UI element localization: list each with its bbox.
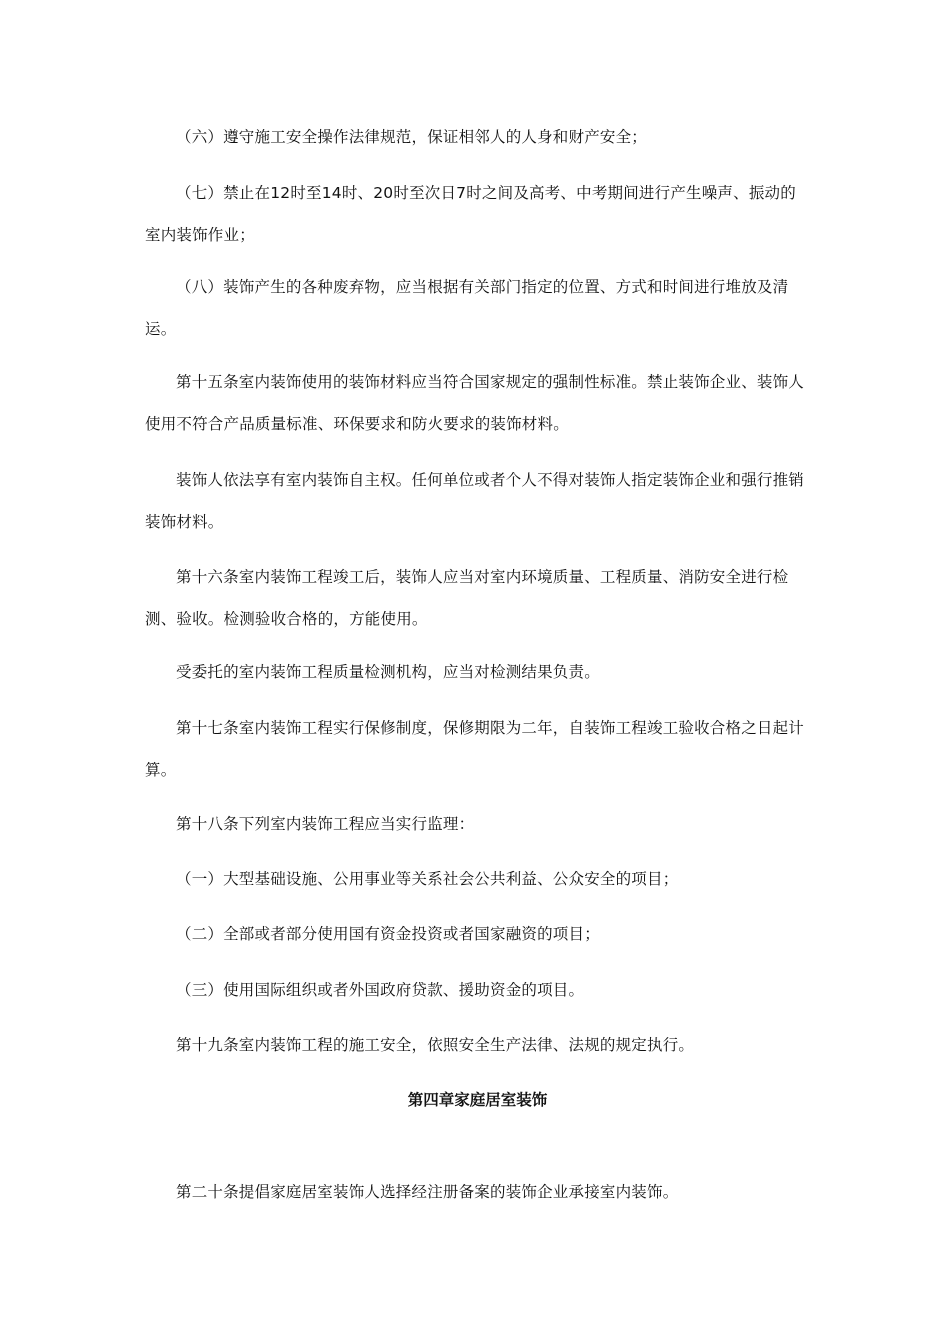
paragraph-item-8: （八）装饰产生的各种废弃物，应当根据有关部门指定的位置、方式和时间进行堆放及清运。 — [145, 278, 789, 338]
paragraph-decoration-autonomy: 装饰人依法享有室内装饰自主权。任何单位或者个人不得对装饰人指定装饰企业和强行推销装饰材料。 — [145, 471, 805, 531]
paragraph-article-17: 第十七条室内装饰工程实行保修制度，保修期限为二年，自装饰工程竣工验收合格之日起计算。 — [145, 719, 805, 779]
paragraph-article-19: 第十九条室内装饰工程的施工安全，依照安全生产法律、法规的规定执行。 — [176, 1036, 695, 1054]
chapter-heading: 第四章家庭居室装饰 — [407, 1091, 548, 1109]
paragraph-item-3: （三）使用国际组织或者外国政府贷款、援助资金的项目。 — [176, 981, 585, 999]
paragraph-item-1: （一）大型基础设施、公用事业等关系社会公共利益、公众安全的项目； — [176, 870, 679, 888]
paragraph-item-7: （七）禁止在12时至14时、20时至次日7时之间及高考、中考期间进行产生噪声、振动的室内装饰作业； — [145, 184, 796, 244]
paragraph-article-16: 第十六条室内装饰工程竣工后，装饰人应当对室内环境质量、工程质量、消防安全进行检测、验收。检测验收合格的，方能使用。 — [145, 568, 789, 628]
paragraph-item-2: （二）全部或者部分使用国有资金投资或者国家融资的项目； — [176, 925, 600, 943]
paragraph-inspection-agency: 受委托的室内装饰工程质量检测机构，应当对检测结果负责。 — [176, 663, 600, 681]
paragraph-article-18: 第十八条下列室内装饰工程应当实行监理： — [176, 815, 475, 833]
paragraph-article-20: 第二十条提倡家庭居室装饰人选择经注册备案的装饰企业承接室内装饰。 — [176, 1183, 679, 1201]
paragraph-item-6: （六）遵守施工安全操作法律规范，保证相邻人的人身和财产安全； — [176, 128, 648, 146]
paragraph-article-15: 第十五条室内装饰使用的装饰材料应当符合国家规定的强制性标准。禁止装饰企业、装饰人使用不符合产品质量标准、环保要求和防火要求的装饰材料。 — [145, 373, 805, 433]
